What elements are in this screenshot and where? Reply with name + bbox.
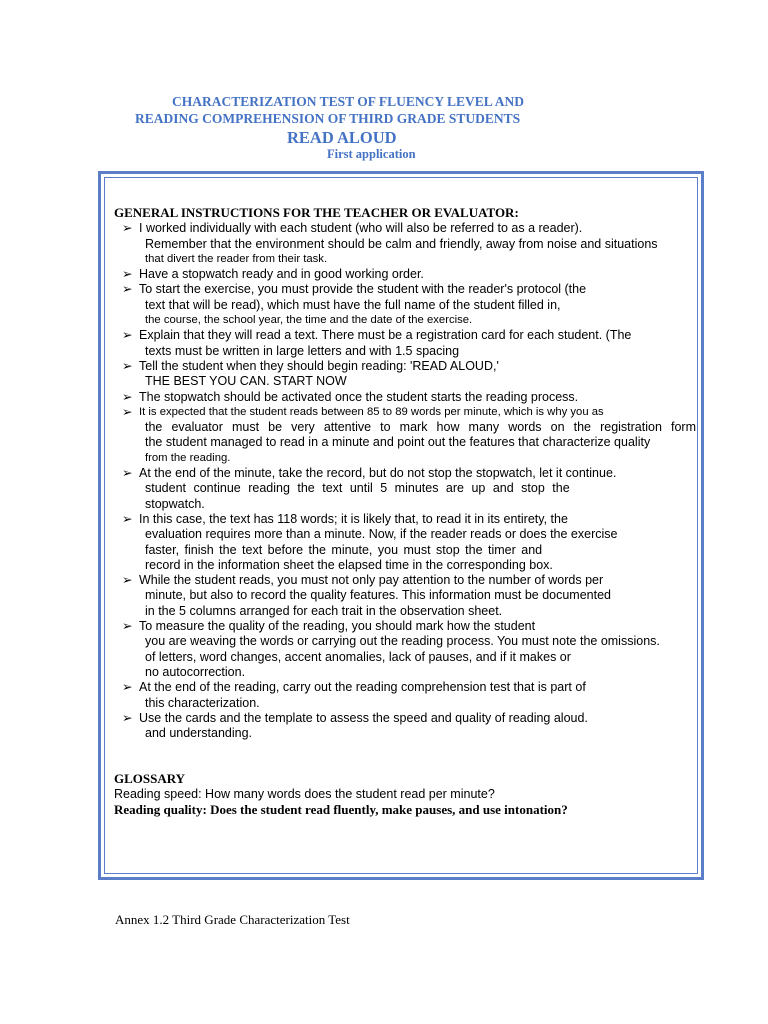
instruction-line: text that will be read), which must have the full name of the student filled in, xyxy=(145,297,561,312)
instruction-line: faster, finish the text before the minute, you must stop the timer and xyxy=(145,542,543,557)
instruction-line: texts must be written in large letters and with 1.5 spacing xyxy=(145,343,460,358)
instruction-line: I worked individually with each student (who will also be referred to as a reader). xyxy=(139,221,583,236)
glossary-title: GLOSSARY xyxy=(114,771,186,787)
instruction-line: To start the exercise, you must provide the student with the reader's protocol (the xyxy=(139,282,587,297)
instruction-line: Remember that the environment should be calm and friendly, away from noise and situations xyxy=(145,236,658,251)
arrow-bullet-icon: ➢ xyxy=(122,282,133,297)
instruction-item xyxy=(114,466,704,512)
instruction-line: this characterization. xyxy=(145,695,260,710)
header-line-2: READING COMPREHENSION OF THIRD GRADE STUDENTS xyxy=(135,111,521,126)
arrow-bullet-icon: ➢ xyxy=(122,680,133,695)
instruction-line: student continue reading the text until 5 minutes are up and stop the xyxy=(145,481,570,496)
instructions-content xyxy=(114,205,704,817)
instruction-line: It is expected that the student reads between 85 to 89 words per minute, which is why you as xyxy=(139,405,604,418)
instruction-line: that divert the reader from their task. xyxy=(145,252,328,265)
instruction-line: the student managed to read in a minute and point out the features that characterize quality xyxy=(145,435,651,450)
instruction-item xyxy=(114,328,704,359)
arrow-bullet-icon: ➢ xyxy=(122,573,133,588)
instruction-line: While the student reads, you must not only pay attention to the number of words per xyxy=(139,573,604,588)
instruction-line: stopwatch. xyxy=(145,496,205,511)
arrow-bullet-icon: ➢ xyxy=(122,221,133,236)
arrow-bullet-icon: ➢ xyxy=(122,358,133,373)
arrow-bullet-icon: ➢ xyxy=(122,389,133,404)
instruction-item xyxy=(114,359,704,390)
arrow-bullet-icon: ➢ xyxy=(122,404,133,419)
instruction-line: of letters, word changes, accent anomalies, lack of pauses, and if it makes or xyxy=(145,649,571,664)
instruction-line: In this case, the text has 118 words; it is likely that, to read it in its entirety, the xyxy=(139,511,568,526)
arrow-bullet-icon: ➢ xyxy=(122,466,133,481)
instruction-line: Have a stopwatch ready and in good working order. xyxy=(139,267,424,282)
instruction-line: At the end of the reading, carry out the reading comprehension test that is part of xyxy=(139,680,586,695)
instruction-line: record in the information sheet the elapsed time in the corresponding box. xyxy=(145,557,553,572)
instruction-item xyxy=(114,573,704,619)
instruction-item xyxy=(114,711,704,742)
footer-annex-label: Annex 1.2 Third Grade Characterization Test xyxy=(115,912,350,927)
arrow-bullet-icon: ➢ xyxy=(122,511,133,526)
instruction-line: from the reading. xyxy=(145,451,231,464)
instruction-line: At the end of the minute, take the record, but do not stop the stopwatch, let it continue. xyxy=(139,466,617,481)
instruction-item xyxy=(114,267,704,282)
instruction-line: and understanding. xyxy=(145,726,253,741)
instruction-item xyxy=(114,680,704,711)
page-subtitle: First application xyxy=(327,147,416,161)
arrow-bullet-icon: ➢ xyxy=(122,710,133,725)
instruction-line: you are weaving the words or carrying out the reading process. You must note the omissions. xyxy=(145,634,660,649)
instruction-line: To measure the quality of the reading, you should mark how the student xyxy=(139,619,536,634)
page-title: READ ALOUD xyxy=(287,128,397,147)
instruction-line: the evaluator must be very attentive to mark how many words on the registration form xyxy=(145,420,696,435)
arrow-bullet-icon: ➢ xyxy=(122,619,133,634)
instruction-line: in the 5 columns arranged for each trait in the observation sheet. xyxy=(145,603,503,618)
instruction-line: Explain that they will read a text. There must be a registration card for each student. (The xyxy=(139,328,632,343)
instruction-line: The stopwatch should be activated once the student starts the reading process. xyxy=(139,389,579,404)
glossary-section xyxy=(114,771,704,817)
instruction-line: minute, but also to record the quality features. This information must be documented xyxy=(145,588,611,603)
instruction-line: evaluation requires more than a minute. Now, if the reader reads or does the exercise xyxy=(145,527,618,542)
instruction-item xyxy=(114,405,704,466)
instruction-line: no autocorrection. xyxy=(145,664,246,679)
instruction-item xyxy=(114,512,704,573)
instruction-item xyxy=(114,221,704,267)
instruction-item xyxy=(114,282,704,328)
instruction-line: THE BEST YOU CAN. START NOW xyxy=(145,374,347,389)
instruction-line: Use the cards and the template to assess the speed and quality of reading aloud. xyxy=(139,710,588,725)
glossary-reading-speed: Reading speed: How many words does the student read per minute? xyxy=(114,786,495,801)
header-line-1: CHARACTERIZATION TEST OF FLUENCY LEVEL AND xyxy=(172,94,524,109)
glossary-reading-quality: Reading quality: Does the student read fluently, make pauses, and use intonation? xyxy=(114,801,568,817)
arrow-bullet-icon: ➢ xyxy=(122,267,133,282)
instruction-line: Tell the student when they should begin reading: 'READ ALOUD,' xyxy=(139,358,499,373)
instruction-item xyxy=(114,619,704,680)
instruction-item xyxy=(114,390,704,405)
instruction-line: the course, the school year, the time and the date of the exercise. xyxy=(145,314,473,327)
arrow-bullet-icon: ➢ xyxy=(122,328,133,343)
instructions-title: GENERAL INSTRUCTIONS FOR THE TEACHER OR EVALUATOR: xyxy=(114,205,519,220)
